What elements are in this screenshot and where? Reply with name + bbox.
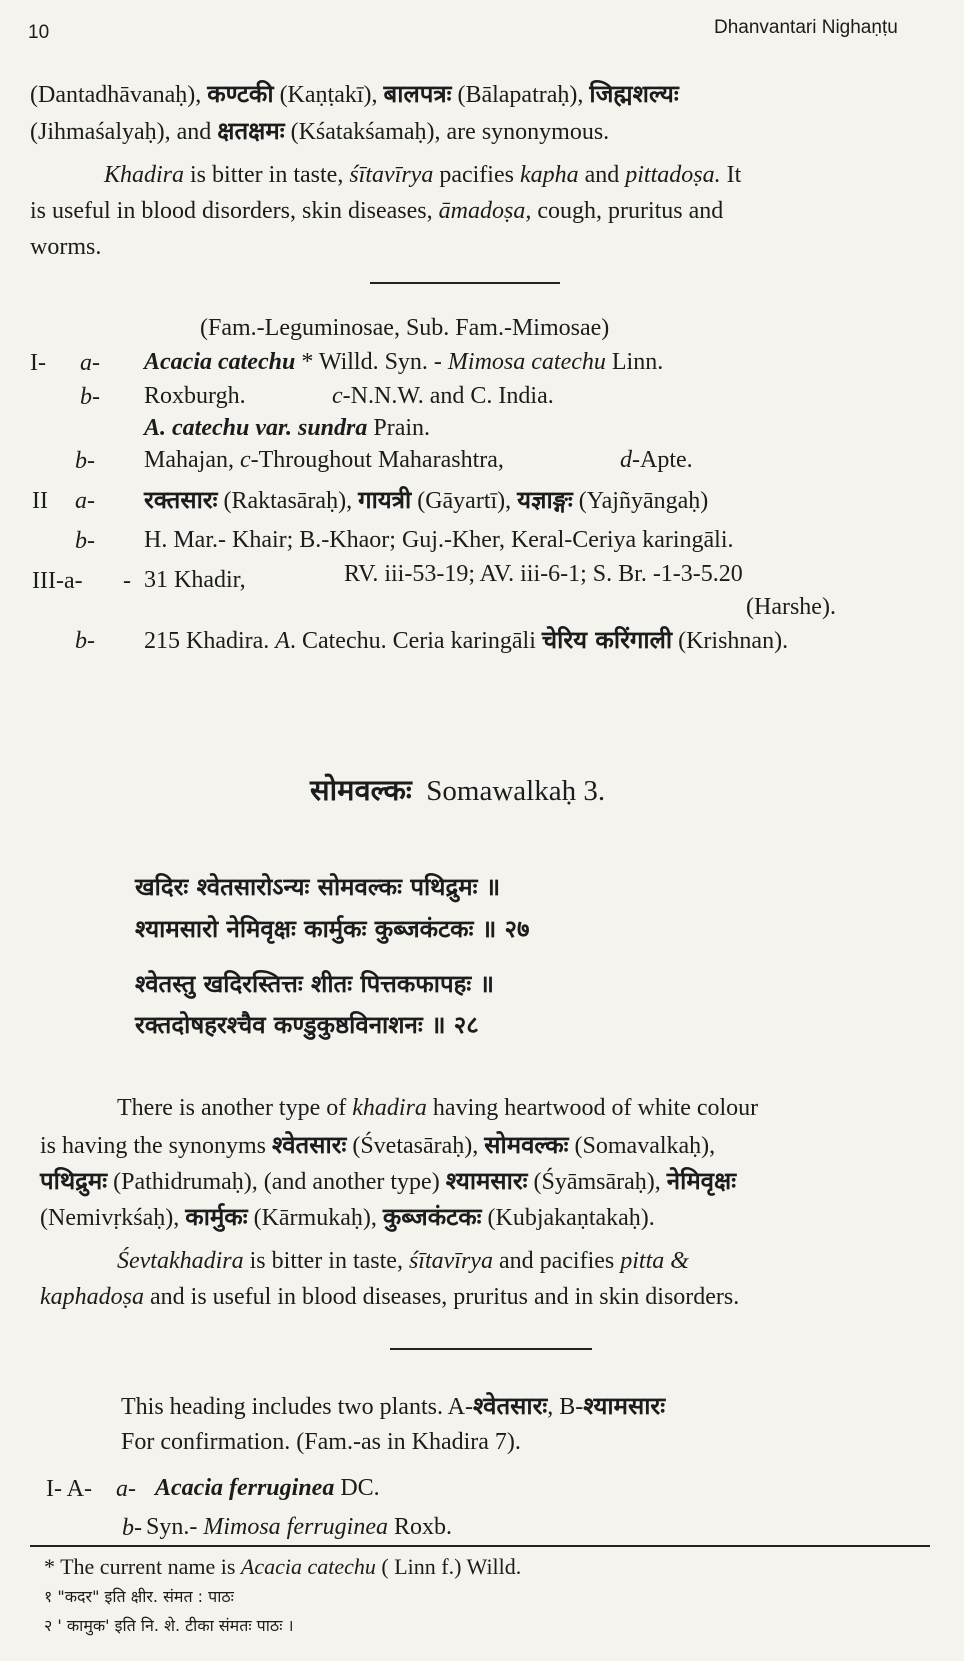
devanagari-word: यज्ञाङ्गः — [517, 486, 573, 514]
text: (Śyāmsāraḥ), — [527, 1169, 667, 1195]
label-I-A: I- A- — [46, 1476, 92, 1502]
para2-line-4 — [40, 1199, 655, 1237]
text: (Bālapatraḥ), — [451, 82, 590, 108]
italic-term: pitta & — [620, 1248, 689, 1274]
text: (Nemivṛkśaḥ), — [40, 1205, 186, 1231]
section-divider-2 — [390, 1348, 592, 1350]
section-heading — [310, 770, 605, 809]
italic-term: śītavīrya — [349, 162, 434, 188]
species-name: Acacia ferruginea — [155, 1475, 335, 1501]
text: , B- — [547, 1394, 584, 1420]
italic-term: śītavīrya — [408, 1248, 493, 1274]
family-line: (Fam.-Leguminosae, Sub. Fam.-Mimosae) — [200, 315, 610, 341]
text: (Raktasāraḥ), — [217, 488, 359, 514]
devanagari-word: कार्मुकः — [185, 1203, 248, 1231]
text: (Kśatakśamaḥ), are synonymous. — [284, 119, 610, 145]
italic-term: Khadira — [104, 162, 185, 188]
label-III: III-a- — [32, 568, 83, 594]
footnote-rule — [30, 1545, 930, 1547]
synonym-name: Mimosa ferruginea — [203, 1514, 388, 1540]
khadira-para-line-2 — [30, 193, 723, 230]
devanagari-word: श्यामसारः — [445, 1167, 528, 1195]
devanagari-word: चेरिय करिंगाली — [541, 626, 673, 654]
text: DC. — [334, 1475, 380, 1501]
text: d — [620, 447, 632, 473]
verse-2: श्यामसारो नेमिवृक्षः कार्मुकः कुब्जकंटकः ॥ २७ — [135, 915, 530, 943]
text: * The current name is — [44, 1554, 241, 1579]
label-IIIb: b- — [75, 628, 95, 654]
label-a: a- — [80, 350, 100, 376]
text: pacifies — [433, 162, 520, 188]
verse-4: रक्तदोषहरश्चैव कण्डुकुष्ठविनाशनः ॥ २८ — [135, 1011, 479, 1039]
para2-line-3 — [40, 1163, 736, 1201]
footnote-1 — [44, 1552, 521, 1582]
text: is bitter in taste, — [184, 162, 350, 188]
text: (Dantadhāvanaḥ), — [30, 82, 208, 108]
sanskrit-names-line — [144, 482, 708, 520]
footnote-3: २ ' कामुक' इति नि. शे. टीका संमतः पाठः । — [44, 1616, 294, 1635]
khadir-ref: 31 Khadir, — [144, 567, 246, 593]
mahajan-line — [144, 442, 504, 479]
label-a2: a- — [116, 1476, 136, 1502]
devanagari-word: कण्टकी — [207, 80, 274, 108]
italic-term: kaphadoṣa — [40, 1284, 144, 1310]
text: (Pathidrumaḥ), (and another type) — [107, 1169, 446, 1195]
top-line-1 — [30, 76, 679, 114]
vedic-ref: RV. iii-53-19; AV. iii-6-1; S. Br. -1-3-5.20 — [344, 561, 743, 587]
devanagari-word: श्वेतसारः — [472, 1392, 548, 1420]
text: -Throughout Maharashtra, — [250, 447, 504, 473]
text: (Jihmaśalyaḥ), and — [30, 119, 218, 145]
devanagari-word: सोमवल्कः — [484, 1131, 569, 1159]
text: c — [239, 447, 251, 473]
label-IIa: a- — [75, 488, 95, 514]
text: (Gāyartī), — [411, 488, 518, 514]
para2-line-2 — [40, 1127, 715, 1165]
devanagari-word: श्वेतसारः — [272, 1131, 347, 1159]
text: * Willd. Syn. - — [295, 349, 448, 375]
para2-line-1 — [117, 1090, 758, 1127]
devanagari-word: कुब्जकंटकः — [382, 1203, 482, 1231]
text: 215 Khadira. — [144, 628, 276, 654]
text: (Yajñyāngaḥ) — [572, 488, 709, 514]
harshe-ref: (Harshe). — [746, 594, 836, 620]
text: Mahajan, — [144, 447, 240, 473]
para3-line-1 — [117, 1243, 689, 1280]
label-III-dash: - — [123, 568, 131, 594]
devanagari-word: रक्तसारः — [144, 486, 218, 514]
label-IIb: b- — [75, 528, 95, 554]
para3-line-2 — [40, 1279, 739, 1316]
devanagari-word: बालपत्रः — [383, 80, 452, 108]
text: (Śvetasāraḥ), — [346, 1133, 485, 1159]
top-line-2 — [30, 113, 609, 151]
species-line — [144, 344, 663, 381]
text: and pacifies — [492, 1248, 621, 1274]
heading-latin: Somawalkaḥ 3. — [426, 775, 606, 807]
italic-term: āmadoṣa, — [438, 198, 532, 224]
italic-term: Śevtakhadira — [117, 1248, 244, 1274]
text: (Somavalkaḥ), — [568, 1133, 716, 1159]
footnote-2: १ "कदर" इति क्षीर. संमत : पाठः — [44, 1587, 234, 1606]
khadira-para-line-1 — [104, 157, 741, 194]
devanagari-word: श्यामसारः — [583, 1392, 666, 1420]
text: having heartwood of white colour — [426, 1095, 759, 1121]
text: (Krishnan). — [672, 628, 789, 654]
para4-line-1 — [121, 1388, 665, 1426]
text: . Catechu. Ceria karingāli — [289, 628, 542, 654]
italic-term: kapha — [519, 162, 579, 188]
text: (Kārmukaḥ), — [247, 1205, 383, 1231]
text: It — [720, 162, 742, 188]
devanagari-word: गायत्री — [358, 486, 412, 514]
text: is bitter in taste, — [243, 1248, 409, 1274]
label-b3: b- — [122, 1515, 142, 1541]
text: is having the synonyms — [40, 1133, 272, 1159]
label-b: b- — [80, 384, 100, 410]
label-II: II — [32, 488, 48, 514]
label-I: I- — [30, 350, 46, 376]
apte-line — [620, 442, 693, 479]
khadira-para-line-3: worms. — [30, 234, 102, 260]
text: c — [332, 383, 343, 409]
italic-term: khadira — [352, 1095, 427, 1121]
devanagari-word: नेमिवृक्षः — [666, 1167, 737, 1195]
text: cough, pruritus and — [531, 198, 724, 224]
species-line-2 — [155, 1470, 380, 1507]
species-name: Acacia catechu — [144, 349, 296, 375]
verse-3: श्वेतस्तु खदिरस्तित्तः शीतः पित्तकफापहः ॥ — [135, 970, 494, 998]
section-divider — [370, 282, 560, 284]
text: Prain. — [367, 415, 431, 441]
variety-name: A. catechu var. sundra — [144, 415, 368, 441]
synonym-line-2 — [146, 1509, 452, 1546]
text: -N.N.W. and C. India. — [342, 383, 554, 409]
devanagari-word: जिह्मशल्यः — [589, 80, 679, 108]
text: Linn. — [605, 349, 664, 375]
heading-devanagari: सोमवल्कः — [310, 773, 412, 807]
para4-line-2: For confirmation. (Fam.-as in Khadira 7). — [121, 1429, 521, 1455]
author-line: Roxburgh. — [144, 383, 246, 409]
italic-term: pittadoṣa. — [625, 162, 721, 188]
text: is useful in blood disorders, skin diseases, — [30, 198, 439, 224]
text: A — [275, 628, 290, 654]
label-b2: b- — [75, 448, 95, 474]
italic-term: Acacia catechu — [240, 1554, 376, 1579]
text: and is useful in blood diseases, pruritus and in skin disorders. — [144, 1284, 740, 1310]
devanagari-word: क्षतक्षमः — [217, 117, 285, 145]
vernacular-names-line: H. Mar.- Khair; B.-Khaor; Guj.-Kher, Keral-Ceriya karingāli. — [144, 527, 734, 553]
krishnan-ref — [144, 622, 788, 660]
text: (Kaṇṭakī), — [273, 82, 384, 108]
devanagari-word: पथिद्रुमः — [40, 1167, 108, 1195]
text: This heading includes two plants. A- — [121, 1394, 473, 1420]
text: There is another type of — [117, 1095, 353, 1121]
verse-1: खदिरः श्वेतसारोऽन्यः सोमवल्कः पथिद्रुमः ॥ — [135, 873, 501, 901]
text: (Kubjakaṇtakaḥ). — [481, 1205, 655, 1231]
text: and — [578, 162, 626, 188]
text: -Apte. — [632, 447, 693, 473]
page-number: 10 — [28, 22, 50, 43]
running-title: Dhanvantari Nighaṇṭu — [714, 17, 898, 38]
text: Roxb. — [388, 1514, 453, 1540]
synonym-name: Mimosa catechu — [447, 349, 606, 375]
text: Syn.- — [146, 1514, 204, 1540]
text: ( Linn f.) Willd. — [375, 1554, 522, 1579]
